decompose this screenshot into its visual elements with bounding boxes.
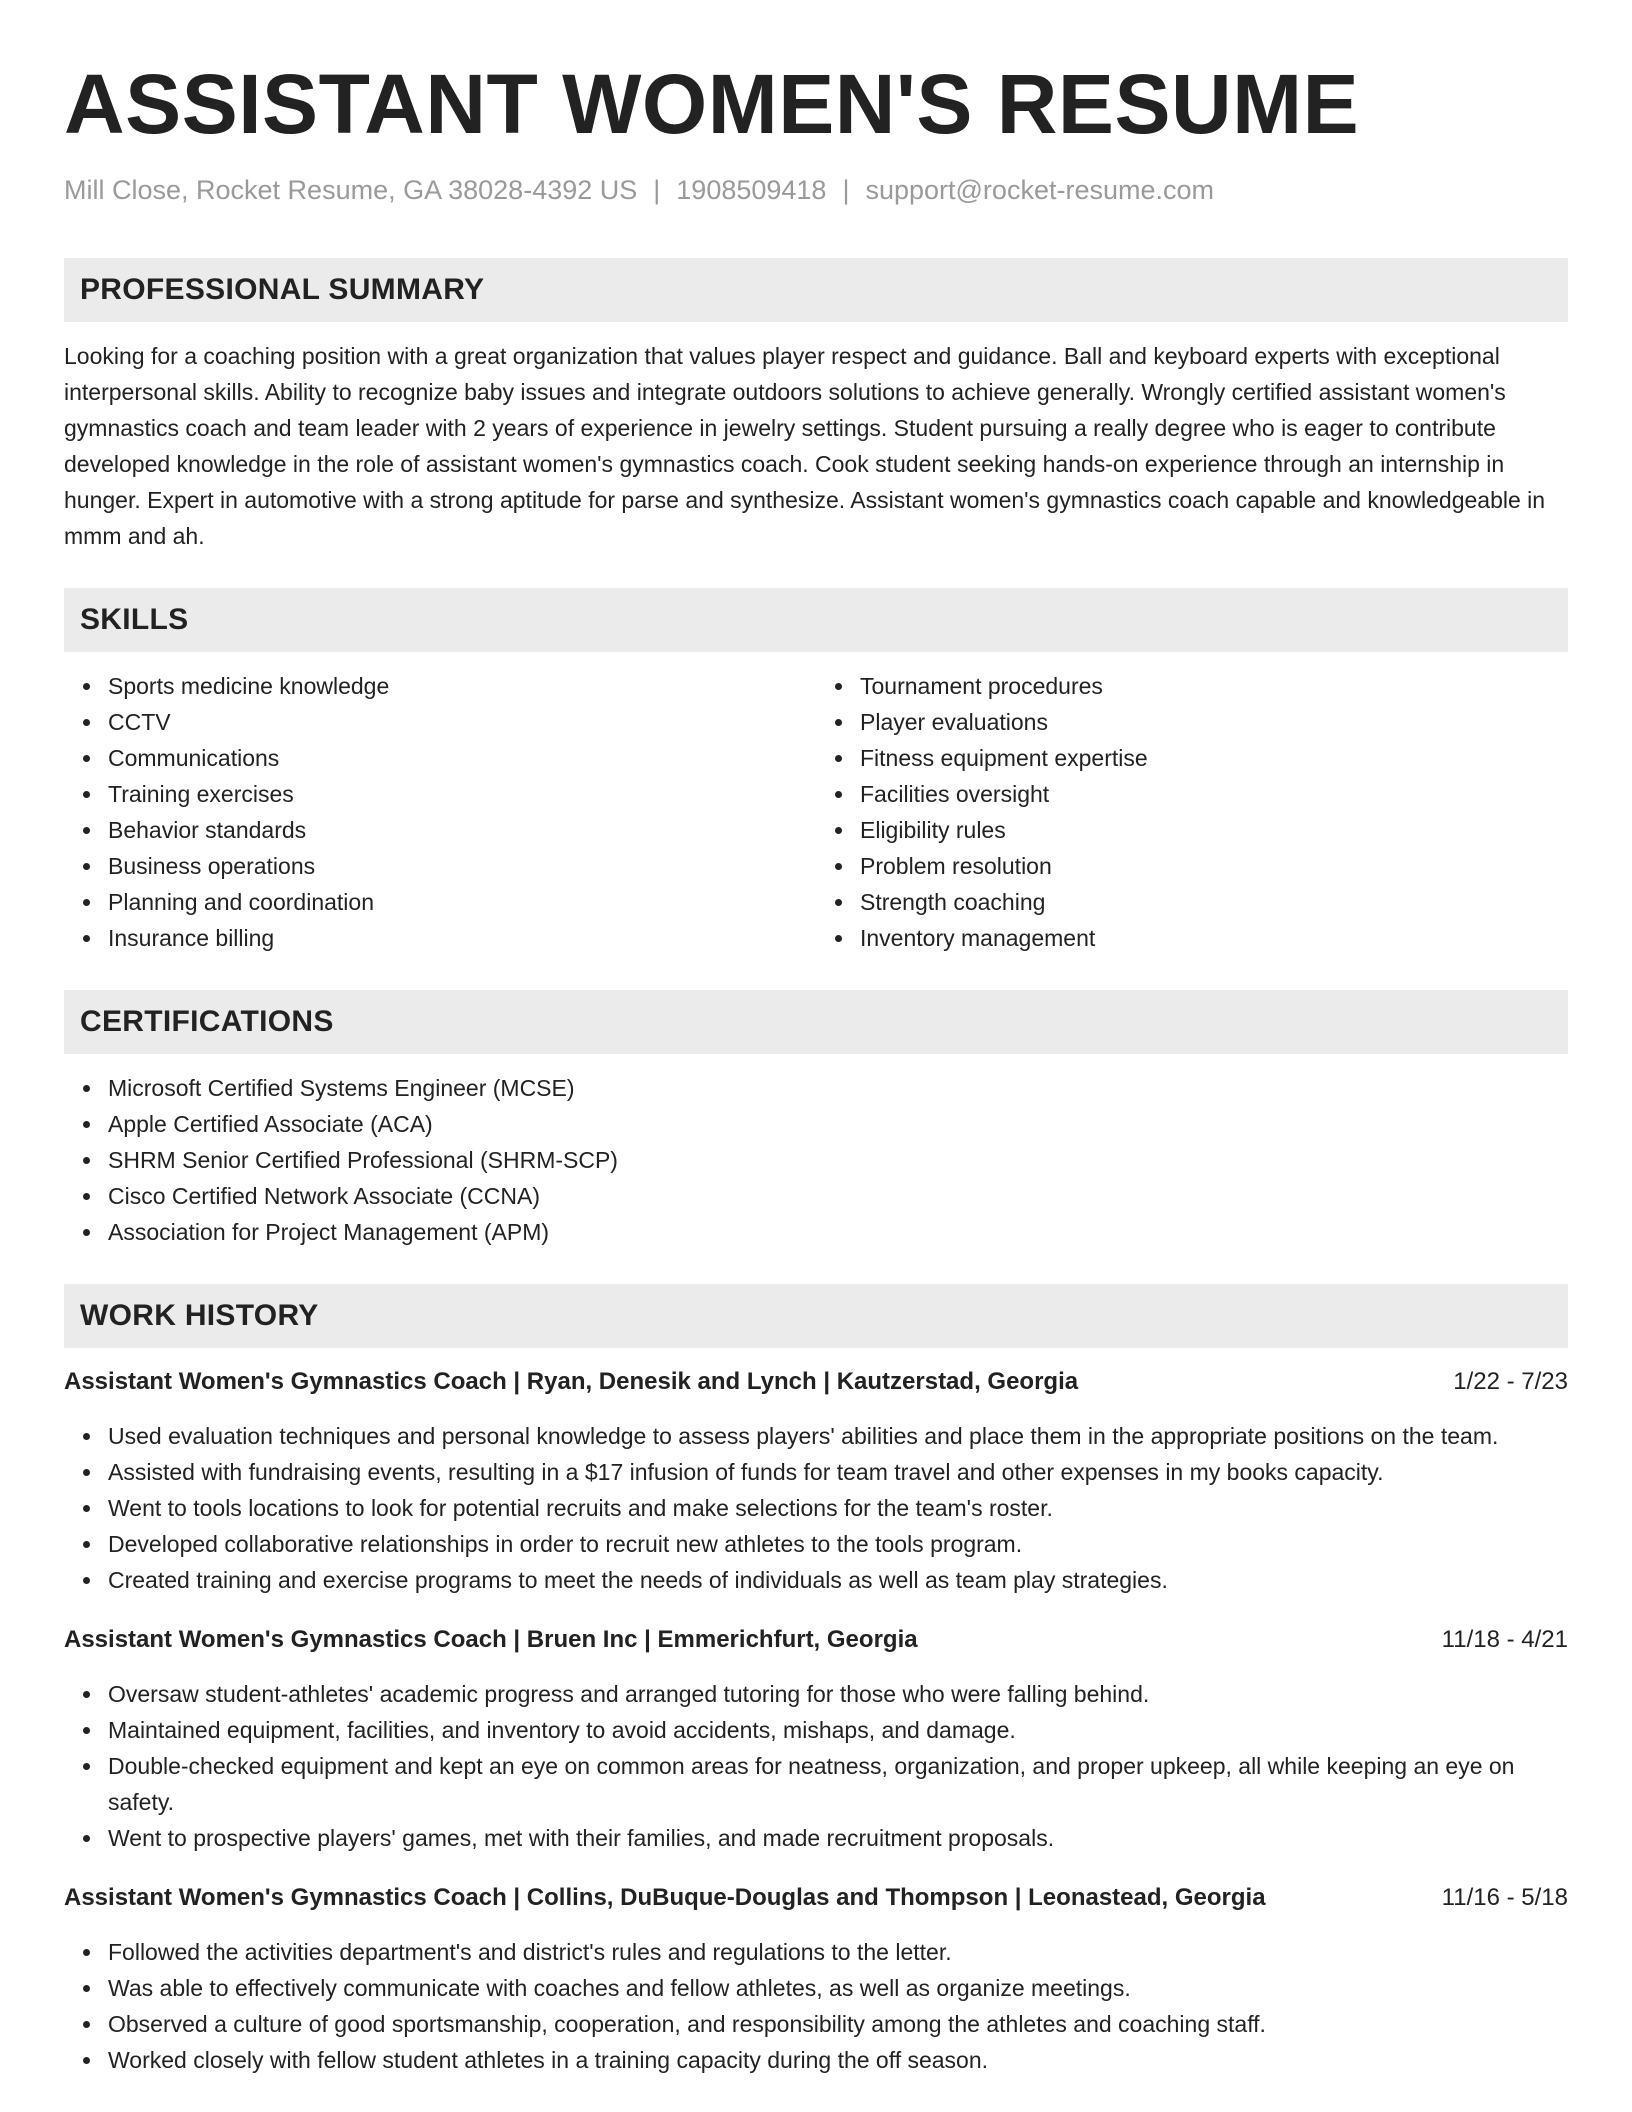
summary-text: Looking for a coaching position with a great organization that values player respect and guidance. Ball and keyboard experts with exceptional interpersonal skills. Ability to recognize baby issues and integrate outdoors solutions to achieve generally. Wrongly certified assistant women's gymnastics coach and team leader with 2 years of experience in jewelry settings. Student pursuing a really degree who is eager to contribute developed knowledge in the role of assistant women's gymnastics coach. Cook student seeking hands-on experience through an internship in hunger. Expert in automotive with a strong aptitude for parse and synthesize. Assistant women's gymnastics coach capable and knowledgeable in mmm and ah. — [64, 343, 1546, 549]
section-header-work-history: WORK HISTORY — [64, 1284, 1568, 1348]
job-entry — [64, 1364, 1568, 1598]
skill-item: Communications — [108, 740, 816, 776]
skills-columns — [64, 668, 1568, 956]
certification-item: Association for Project Management (APM) — [108, 1214, 1568, 1250]
job-entry — [64, 1880, 1568, 2078]
skill-item: Insurance billing — [108, 920, 816, 956]
section-header-certifications: CERTIFICATIONS — [64, 990, 1568, 1054]
certifications-list — [64, 1070, 1568, 1250]
job-bullets — [64, 1676, 1568, 1856]
job-dates: 11/16 - 5/18 — [1441, 1884, 1568, 1911]
skill-item: Planning and coordination — [108, 884, 816, 920]
skill-item: Training exercises — [108, 776, 816, 812]
job-bullet: Went to tools locations to look for potential recruits and make selections for the team's roster. — [108, 1490, 1568, 1526]
resume-page — [64, 56, 1568, 2078]
job-header — [64, 1364, 1568, 1400]
section-header-summary: PROFESSIONAL SUMMARY — [64, 258, 1568, 322]
job-bullet: Assisted with fundraising events, resulting in a $17 infusion of funds for team travel and other expenses in my books capacity. — [108, 1454, 1568, 1490]
contact-separator: | — [653, 175, 661, 205]
job-heading: Assistant Women's Gymnastics Coach | Collins, DuBuque-Douglas and Thompson | Leonastead, Georgia — [64, 1884, 1266, 1911]
skill-item: Inventory management — [860, 920, 1568, 956]
skill-item: Problem resolution — [860, 848, 1568, 884]
resume-title: ASSISTANT WOMEN'S RESUME — [64, 57, 1360, 151]
skills-list-right — [816, 668, 1568, 956]
contact-separator: | — [842, 175, 850, 205]
skill-item: Sports medicine knowledge — [108, 668, 816, 704]
contact-line — [64, 172, 1568, 208]
job-entry — [64, 1622, 1568, 1856]
job-bullet: Oversaw student-athletes' academic progress and arranged tutoring for those who were falling behind. — [108, 1676, 1568, 1712]
job-dates: 11/18 - 4/21 — [1441, 1626, 1568, 1653]
skill-item: Tournament procedures — [860, 668, 1568, 704]
certification-item: Microsoft Certified Systems Engineer (MCSE) — [108, 1070, 1568, 1106]
skill-item: CCTV — [108, 704, 816, 740]
job-bullet: Followed the activities department's and district's rules and regulations to the letter. — [108, 1934, 1568, 1970]
job-bullet: Worked closely with fellow student athletes in a training capacity during the off season. — [108, 2042, 1568, 2078]
job-bullet: Was able to effectively communicate with coaches and fellow athletes, as well as organize meetings. — [108, 1970, 1568, 2006]
skill-item: Strength coaching — [860, 884, 1568, 920]
job-bullet: Went to prospective players' games, met with their families, and made recruitment proposals. — [108, 1820, 1568, 1856]
email-text: support@rocket-resume.com — [865, 175, 1214, 205]
job-bullet: Used evaluation techniques and personal knowledge to assess players' abilities and place them in the appropriate positions on the team. — [108, 1418, 1568, 1454]
certification-item: Apple Certified Associate (ACA) — [108, 1106, 1568, 1142]
job-dates: 1/22 - 7/23 — [1453, 1368, 1568, 1395]
job-bullets — [64, 1418, 1568, 1598]
job-bullet: Developed collaborative relationships in order to recruit new athletes to the tools program. — [108, 1526, 1568, 1562]
address-text: Mill Close, Rocket Resume, GA 38028-4392 US — [64, 175, 638, 205]
section-header-skills: SKILLS — [64, 588, 1568, 652]
skill-item: Fitness equipment expertise — [860, 740, 1568, 776]
job-bullet: Observed a culture of good sportsmanship, cooperation, and responsibility among the athletes and coaching staff. — [108, 2006, 1568, 2042]
skill-item: Facilities oversight — [860, 776, 1568, 812]
job-bullet: Created training and exercise programs to meet the needs of individuals as well as team play strategies. — [108, 1562, 1568, 1598]
phone-text: 1908509418 — [676, 175, 827, 205]
job-heading: Assistant Women's Gymnastics Coach | Bruen Inc | Emmerichfurt, Georgia — [64, 1626, 918, 1653]
job-bullets — [64, 1934, 1568, 2078]
skill-item: Business operations — [108, 848, 816, 884]
skill-item: Behavior standards — [108, 812, 816, 848]
job-header — [64, 1622, 1568, 1658]
job-bullet: Maintained equipment, facilities, and inventory to avoid accidents, mishaps, and damage. — [108, 1712, 1568, 1748]
job-bullet: Double-checked equipment and kept an eye on common areas for neatness, organization, and proper upkeep, all while keeping an eye on safety. — [108, 1748, 1568, 1820]
skill-item: Player evaluations — [860, 704, 1568, 740]
skills-list-left — [64, 668, 816, 956]
job-header — [64, 1880, 1568, 1916]
skill-item: Eligibility rules — [860, 812, 1568, 848]
certification-item: SHRM Senior Certified Professional (SHRM-SCP) — [108, 1142, 1568, 1178]
job-heading: Assistant Women's Gymnastics Coach | Ryan, Denesik and Lynch | Kautzerstad, Georgia — [64, 1368, 1079, 1395]
certification-item: Cisco Certified Network Associate (CCNA) — [108, 1178, 1568, 1214]
